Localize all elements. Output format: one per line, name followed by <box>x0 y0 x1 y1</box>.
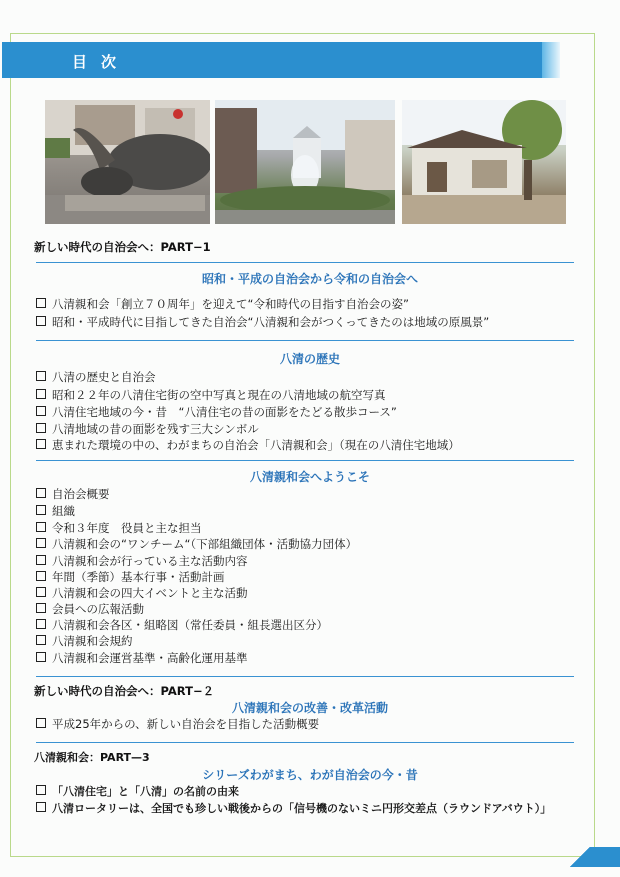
checkbox-icon <box>36 802 46 812</box>
checkbox-icon <box>36 652 46 662</box>
toc-item[interactable]: 八清親和会運営基準・高齢化運用基準 <box>36 650 248 666</box>
checkbox-icon <box>36 505 46 515</box>
checkbox-icon <box>36 423 46 433</box>
checkbox-icon <box>36 619 46 629</box>
toc-item[interactable]: 八清ロータリーは、全国でも珍しい戦後からの「信号機のないミニ円形交差点（ラウンドアバウト）」 <box>36 800 551 816</box>
toc-item[interactable]: 平成25年からの、新しい自治会を目指した活動概要 <box>36 716 319 732</box>
part3-heading: 八清親和会：PART—3 <box>34 751 150 764</box>
divider <box>36 340 574 341</box>
corner-decoration <box>540 847 620 867</box>
toc-item[interactable]: 八清親和会の“ワンチーム“（下部組織団体・活動協力団体） <box>36 536 357 552</box>
checkbox-icon <box>36 603 46 613</box>
toc-item[interactable]: 八清親和会規約 <box>36 633 133 649</box>
divider <box>36 460 574 461</box>
toc-item[interactable]: 八清親和会「創立７０周年」を迎えて“令和時代の目指す自治会の姿” <box>36 296 409 312</box>
toc-item[interactable]: 昭和・平成時代に目指してきた自治会“八清親和会がつくってきたのは地域の原風景” <box>36 314 489 330</box>
checkbox-icon <box>36 316 46 326</box>
toc-item[interactable]: 八清住宅地域の今・昔 “八清住宅の昔の面影をたどる散歩コース” <box>36 404 397 420</box>
toc-item[interactable]: 八清の歴史と自治会 <box>36 369 156 385</box>
part1-heading: 新しい時代の自治会へ：PART−1 <box>34 240 211 254</box>
toc-item[interactable]: 八清親和会が行っている主な活動内容 <box>36 553 248 569</box>
toc-item[interactable]: 恵まれた環境の中の、わがまちの自治会「八清親和会」（現在の八清住宅地域） <box>36 437 460 453</box>
page-title: 目次 <box>72 53 131 71</box>
toc-item[interactable]: 「八清住宅」と「八清」の名前の由来 <box>36 783 239 799</box>
checkbox-icon <box>36 371 46 381</box>
toc-item[interactable]: 年間（季節）基本行事・活動計画 <box>36 569 225 585</box>
toc-item[interactable]: 令和３年度 役員と主な担当 <box>36 520 202 536</box>
checkbox-icon <box>36 555 46 565</box>
roundabout-fountain-photo <box>215 100 395 224</box>
section-title: シリーズわがまち、わが自治会の今・昔 <box>202 768 418 782</box>
part2-heading: 新しい時代の自治会へ：PART−２ <box>34 684 215 698</box>
checkbox-icon <box>36 785 46 795</box>
checkbox-icon <box>36 488 46 498</box>
checkbox-icon <box>36 522 46 532</box>
section-title: 八清親和会の改善・改革活動 <box>231 701 388 715</box>
section-title: 八清の歴史 <box>279 352 340 366</box>
checkbox-icon <box>36 389 46 399</box>
toc-item[interactable]: 八清親和会の四大イベントと主な活動 <box>36 585 248 601</box>
checkbox-icon <box>36 439 46 449</box>
divider <box>36 676 574 677</box>
checkbox-icon <box>36 718 46 728</box>
toc-item[interactable]: 八清地域の昔の面影を残す三大シンボル <box>36 421 259 437</box>
checkbox-icon <box>36 538 46 548</box>
toc-item[interactable]: 自治会概要 <box>36 486 110 502</box>
divider <box>36 742 574 743</box>
toc-item[interactable]: 組織 <box>36 503 75 519</box>
toc-item[interactable]: 八清親和会各区・組略図（常任委員・組長選出区分） <box>36 617 328 633</box>
checkbox-icon <box>36 298 46 308</box>
title-banner <box>2 42 542 78</box>
section-title: 八清親和会へようこそ <box>249 470 370 484</box>
section-title: 昭和・平成の自治会から令和の自治会へ <box>201 272 418 286</box>
toc-item[interactable]: 昭和２２年の八清住宅街の空中写真と現在の八清地域の航空写真 <box>36 387 386 403</box>
checkbox-icon <box>36 571 46 581</box>
divider <box>36 262 574 263</box>
whale-statue-photo <box>45 100 210 224</box>
checkbox-icon <box>36 406 46 416</box>
checkbox-icon <box>36 635 46 645</box>
toc-item[interactable]: 会員への広報活動 <box>36 601 144 617</box>
checkbox-icon <box>36 587 46 597</box>
community-hall-photo <box>402 100 566 224</box>
